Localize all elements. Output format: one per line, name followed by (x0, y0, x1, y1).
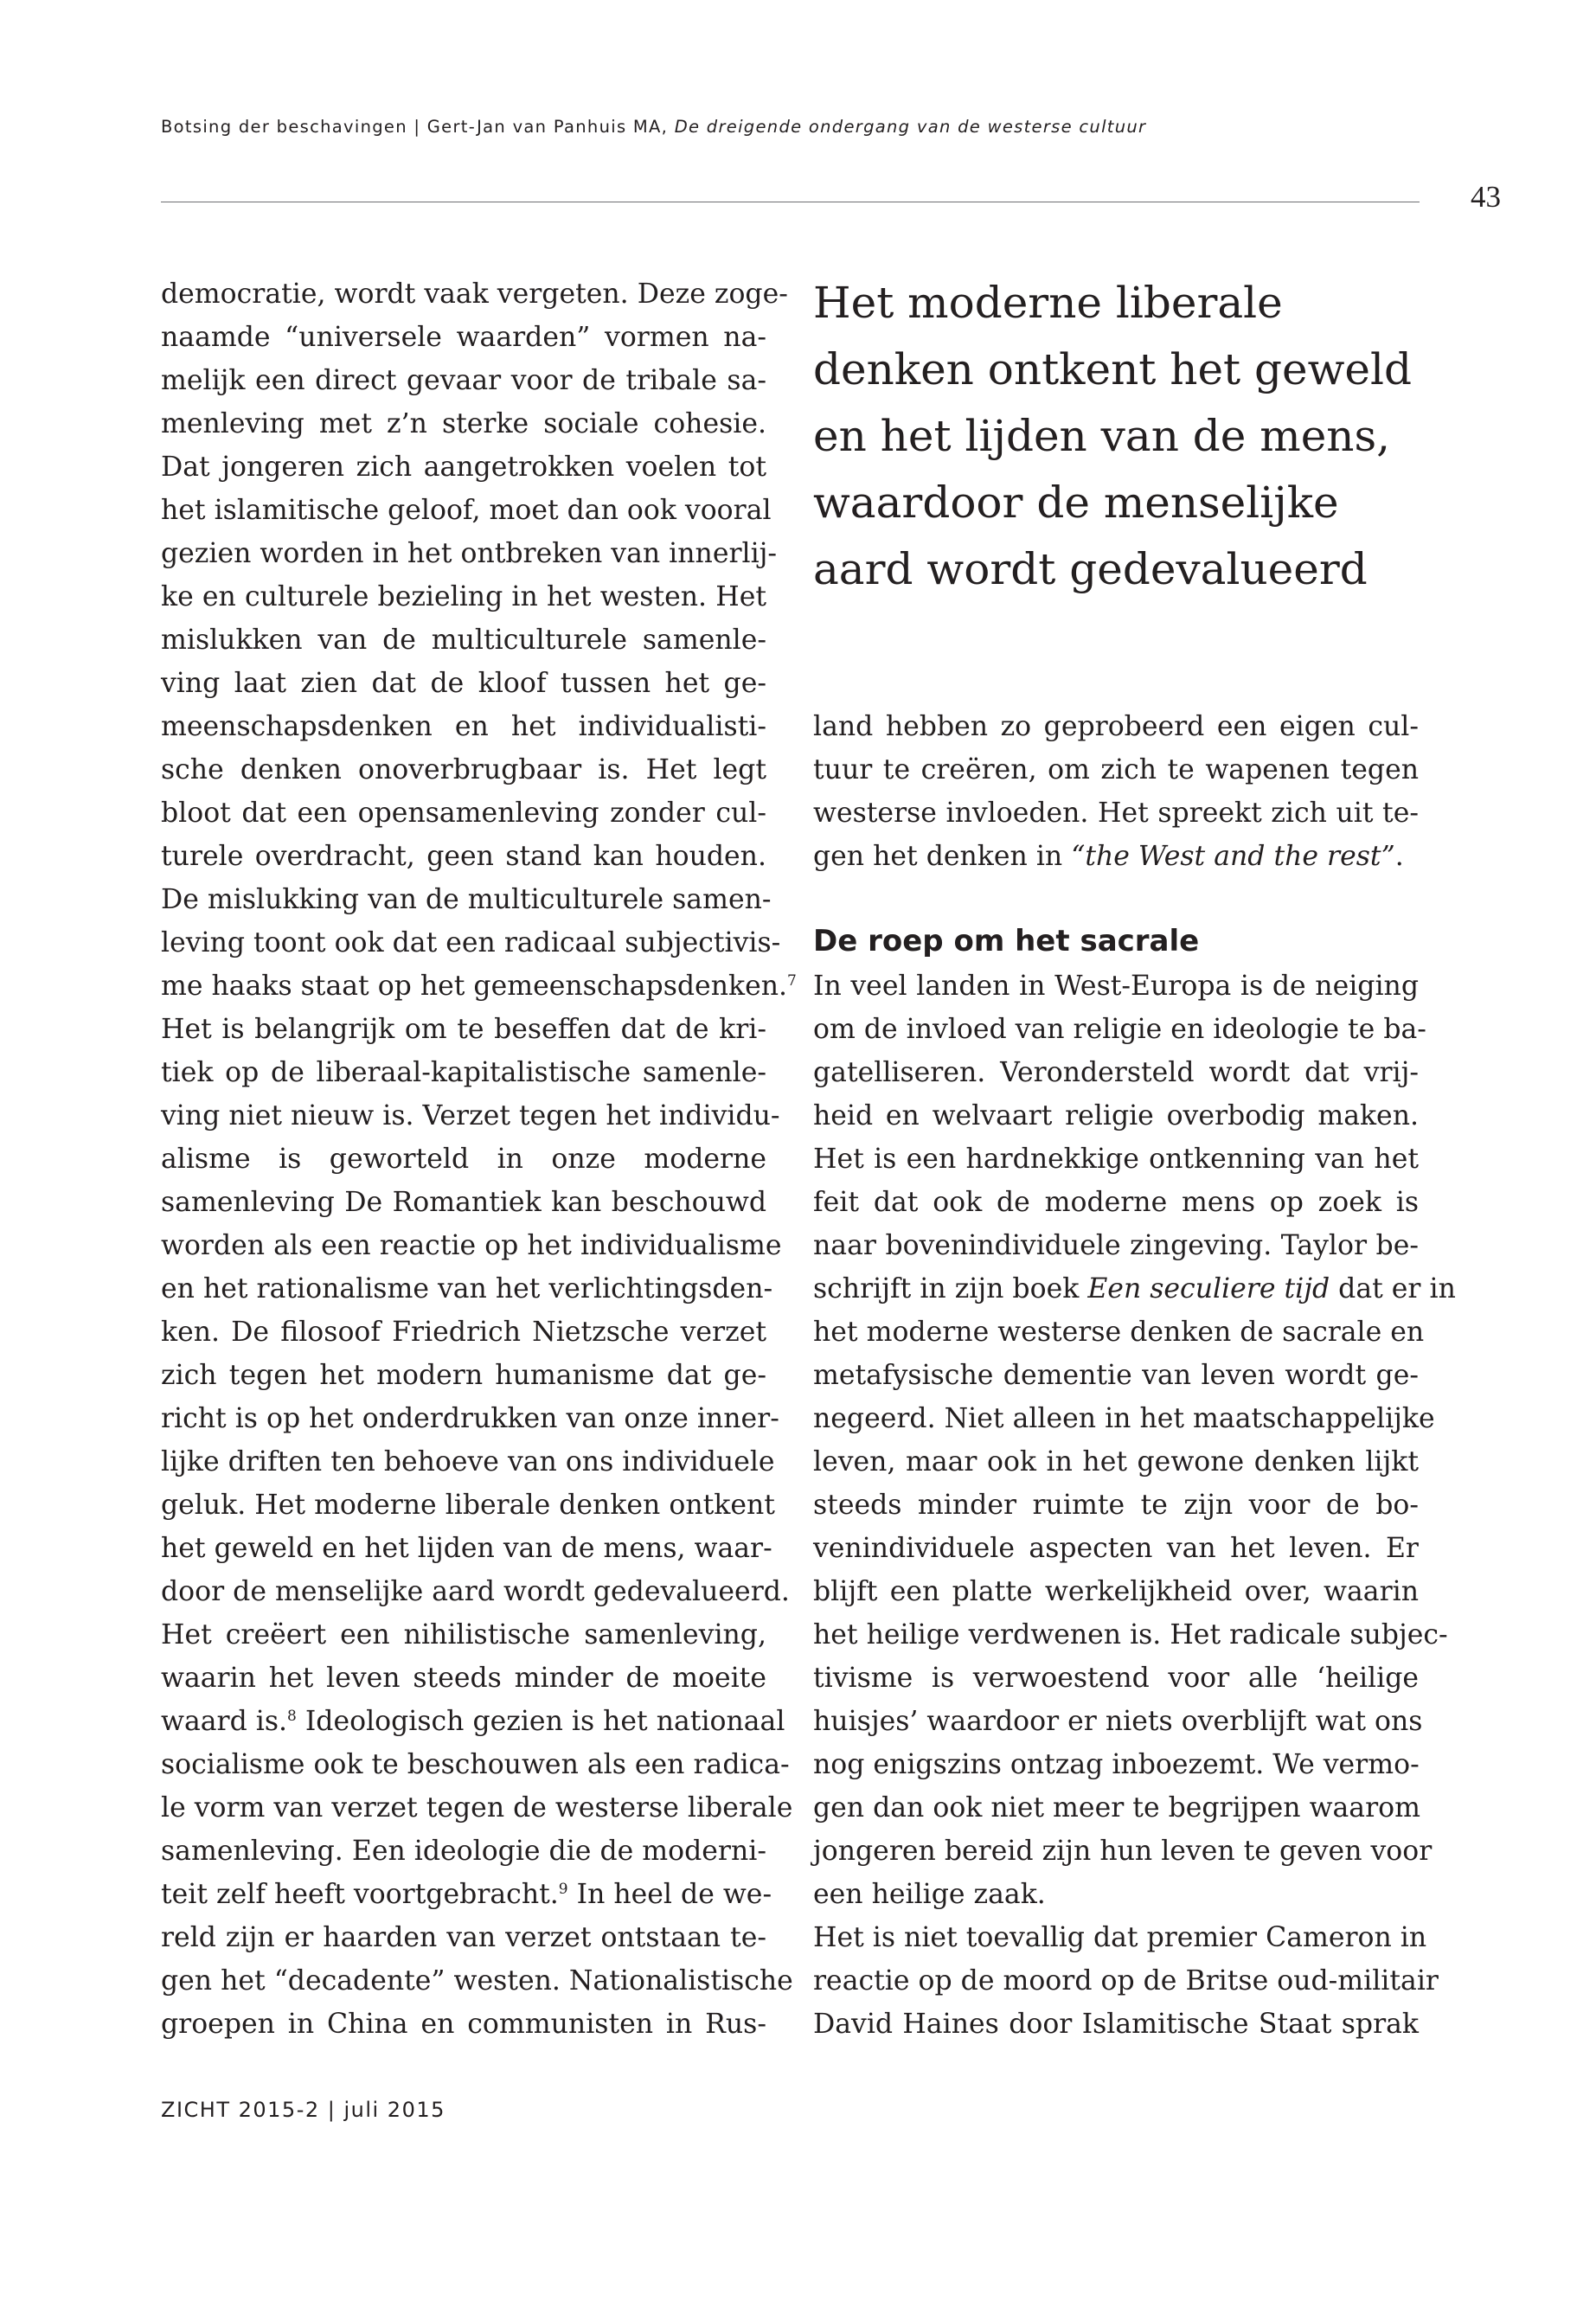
footer: ZICHT 2015-2 | juli 2015 (161, 2098, 445, 2122)
body-line: menleving met z’n sterke sociale cohesie. (161, 408, 766, 439)
page-number: 43 (1471, 180, 1501, 214)
footnote-marker: 9 (558, 1881, 568, 1898)
pull-quote (813, 270, 1436, 603)
body-line: metafysische dementie van leven wordt ge- (813, 1360, 1419, 1391)
body-line: zich tegen het modern humanisme dat ge- (161, 1360, 766, 1391)
body-line: naamde “universele waarden” vormen na- (161, 322, 766, 353)
body-line-text: me haaks staat op het gemeenschapsdenken. (161, 971, 788, 1002)
italic-phrase: “the West and the rest” (1071, 841, 1395, 872)
body-line: ken. De filosoof Friedrich Nietzsche verzet (161, 1317, 766, 1348)
body-line: le vorm van verzet tegen de westerse liberale (161, 1792, 793, 1823)
body-line (813, 835, 1419, 878)
body-line: samenleving De Romantiek kan beschouwd (161, 1187, 766, 1218)
body-line-text: . (1394, 841, 1404, 872)
body-line-text: dat er in (1330, 1273, 1456, 1304)
footnote-marker: 8 (287, 1708, 297, 1725)
body-line-text: teit zelf heeft voortgebracht. (161, 1879, 559, 1910)
body-line: het heilige verdwenen is. Het radicale subjec- (813, 1619, 1448, 1650)
body-line: ving niet nieuw is. Verzet tegen het individu- (161, 1100, 780, 1131)
body-line: gen dan ook niet meer te begrijpen waarom (813, 1792, 1420, 1823)
body-line: turele overdracht, geen stand kan houden. (161, 841, 766, 872)
body-line (161, 1873, 772, 1916)
body-line: en het rationalisme van het verlichtingsden- (161, 1273, 773, 1304)
footnote-marker: 7 (787, 972, 797, 990)
body-line: De mislukking van de multiculturele samen- (161, 884, 772, 915)
body-line: melijk een direct gevaar voor de tribale sa- (161, 365, 766, 396)
body-line: gen het “decadente” westen. Nationalistische (161, 1965, 793, 1997)
body-line: feit dat ook de moderne mens op zoek is (813, 1187, 1419, 1218)
body-line-text: gen het denken in (813, 841, 1072, 872)
body-line: bloot dat een opensamenleving zonder cul- (161, 798, 766, 829)
body-line: socialisme ook te beschouwen als een radica- (161, 1749, 790, 1780)
body-line: sche denken onoverbrugbaar is. Het legt (161, 754, 766, 785)
body-line: huisjes’ waardoor er niets overblijft wat ons (813, 1706, 1423, 1737)
body-line: waarin het leven steeds minder de moeite (161, 1663, 766, 1694)
body-line: meenschapsdenken en het individualisti- (161, 711, 766, 742)
body-line: samenleving. Een ideologie die de moderni- (161, 1836, 766, 1867)
running-head (161, 117, 1146, 137)
body-line: Dat jongeren zich aangetrokken voelen tot (161, 452, 766, 483)
body-line: Het is niet toevallig dat premier Cameron in (813, 1922, 1427, 1953)
body-line: Het is een hardnekkige ontkenning van het (813, 1144, 1419, 1175)
pull-quote-line: Het moderne liberale (813, 278, 1283, 328)
body-line-text: Ideologisch gezien is het nationaal (296, 1706, 785, 1737)
body-line: het geweld en het lijden van de mens, waar- (161, 1533, 772, 1564)
body-line: gatelliseren. Verondersteld wordt dat vrij- (813, 1057, 1419, 1088)
body-line: David Haines door Islamitische Staat sprak (813, 2009, 1419, 2040)
body-line-text: waard is. (161, 1706, 288, 1737)
body-line-text: In heel de we- (567, 1879, 772, 1910)
body-line: venindividuele aspecten van het leven. Er (813, 1533, 1419, 1564)
body-line-text: schrijft in zijn boek (813, 1273, 1088, 1304)
body-line: steeds minder ruimte te zijn voor de bo- (813, 1490, 1419, 1521)
body-line: groepen in China en communisten in Rus- (161, 2009, 766, 2040)
body-line (161, 965, 797, 1008)
body-line: reld zijn er haarden van verzet ontstaan te- (161, 1922, 766, 1953)
body-line: Het is belangrijk om te beseffen dat de kri- (161, 1014, 766, 1045)
body-line: mislukken van de multiculturele samenle- (161, 625, 766, 656)
body-line: Het creëert een nihilistische samenleving, (161, 1619, 766, 1650)
body-line: land hebben zo geprobeerd een eigen cul- (813, 711, 1419, 742)
right-column-block-1 (813, 705, 1419, 878)
body-line: om de invloed van religie en ideologie te ba- (813, 1014, 1426, 1045)
body-line: een heilige zaak. (813, 1879, 1046, 1910)
body-line: reactie op de moord op de Britse oud-militair (813, 1965, 1439, 1997)
body-line: gezien worden in het ontbreken van innerlij- (161, 538, 778, 569)
running-head-title: De dreigende ondergang van de westerse cultuur (674, 117, 1147, 137)
pull-quote-line: waardoor de menselijke (813, 478, 1339, 528)
body-line: In veel landen in West-Europa is de neiging (813, 971, 1419, 1002)
body-line: democratie, wordt vaak vergeten. Deze zoge- (161, 279, 788, 310)
section-heading: De roep om het sacrale (813, 924, 1200, 958)
pull-quote-line: en het lijden van de mens, (813, 411, 1391, 461)
body-line: blijft een platte werkelijkheid over, waarin (813, 1576, 1419, 1607)
body-line: lijke driften ten behoeve van ons individuele (161, 1446, 775, 1477)
body-line: leving toont ook dat een radicaal subjectivis- (161, 927, 781, 958)
body-line: richt is op het onderdrukken van onze inner- (161, 1403, 779, 1434)
body-line: ving laat zien dat de kloof tussen het ge- (161, 668, 766, 699)
body-line: ke en culturele bezieling in het westen. Het (161, 581, 766, 612)
pull-quote-line: denken ontkent het geweld (813, 344, 1413, 394)
book-title: Een seculiere tijd (1087, 1273, 1330, 1304)
right-column-block-2 (813, 965, 1456, 2046)
body-line: worden als een reactie op het individualisme (161, 1230, 782, 1261)
body-line: door de menselijke aard wordt gedevalueerd. (161, 1576, 790, 1607)
body-line: jongeren bereid zijn hun leven te geven voor (813, 1836, 1433, 1867)
body-line: geluk. Het moderne liberale denken ontkent (161, 1490, 775, 1521)
body-line: het islamitische geloof, moet dan ook vooral (161, 495, 772, 526)
body-line: westerse invloeden. Het spreekt zich uit te- (813, 798, 1419, 829)
body-line: het moderne westerse denken de sacrale en (813, 1317, 1425, 1348)
body-line: tiek op de liberaal-kapitalistische samenle- (161, 1057, 766, 1088)
body-line: alisme is geworteld in onze moderne (161, 1144, 766, 1175)
running-head-text: Botsing der beschavingen | Gert-Jan van Panhuis MA, (161, 117, 675, 137)
body-line: negeerd. Niet alleen in het maatschappelijke (813, 1403, 1435, 1434)
body-line: tuur te creëren, om zich te wapenen tegen (813, 754, 1419, 785)
body-line (813, 1267, 1456, 1311)
body-line: leven, maar ook in het gewone denken lijkt (813, 1446, 1419, 1477)
body-line: naar bovenindividuele zingeving. Taylor be- (813, 1230, 1419, 1261)
left-column (161, 272, 797, 2046)
body-line: nog enigszins ontzag inboezemt. We vermo- (813, 1749, 1420, 1780)
pull-quote-line: aard wordt gedevalueerd (813, 544, 1368, 594)
body-line (161, 1700, 785, 1743)
body-line: heid en welvaart religie overbodig maken. (813, 1100, 1419, 1131)
body-line: tivisme is verwoestend voor alle ‘heilige (813, 1663, 1419, 1694)
